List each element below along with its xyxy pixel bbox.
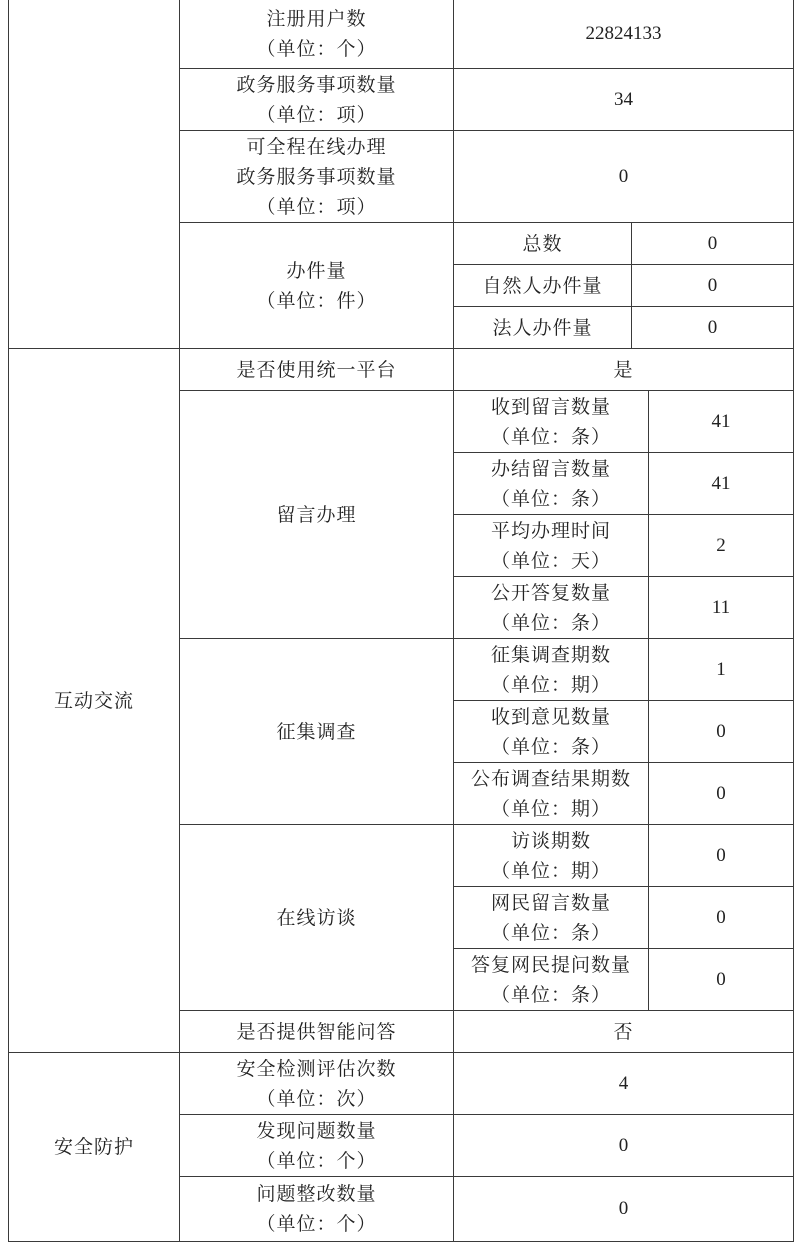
unified-platform-value: 是 (613, 358, 634, 381)
reg-users-value: 22824133 (585, 23, 662, 44)
cases-label: 办件量 （单位：件） (256, 259, 377, 312)
cases-natural-label: 自然人办件量 (482, 274, 603, 297)
gov-items-label: 政务服务事项数量 （单位：项） (236, 73, 397, 126)
issues-fixed-value: 0 (618, 1198, 629, 1219)
online-items-value: 0 (618, 165, 629, 187)
issues-fixed-label: 问题整改数量 （单位：个） (256, 1183, 377, 1235)
smart-qa-label: 是否提供智能问答 (236, 1020, 397, 1043)
cases-legal-value: 0 (707, 316, 718, 338)
section-interaction: 互动交流 (53, 689, 134, 712)
interview-periods-value: 0 (716, 844, 726, 866)
issues-found-label: 发现问题数量 （单位：个） (256, 1119, 377, 1172)
smart-qa-value: 否 (613, 1020, 634, 1043)
survey-opinions-label: 收到意见数量 （单位：条） (490, 705, 611, 758)
msg-received-label: 收到留言数量 （单位：条） (490, 395, 611, 448)
msg-avg-time-label: 平均办理时间 （单位：天） (490, 519, 611, 572)
survey-opinions-value: 0 (716, 720, 726, 742)
cases-total-label: 总数 (522, 232, 563, 255)
msg-received-value: 41 (711, 410, 731, 432)
msg-resolved-value: 41 (711, 472, 731, 494)
unified-platform-label: 是否使用统一平台 (236, 358, 397, 381)
messages-label: 留言办理 (276, 503, 357, 526)
section-security: 安全防护 (53, 1136, 134, 1158)
survey-periods-label: 征集调查期数 （单位：期） (490, 643, 611, 696)
msg-public-label: 公开答复数量 （单位：条） (490, 581, 611, 634)
online-items-label: 可全程在线办理 政务服务事项数量 （单位：项） (236, 135, 397, 218)
survey-results-label: 公布调查结果期数 （单位：期） (470, 767, 631, 820)
interview-replies-label: 答复网民提问数量 （单位：条） (470, 953, 631, 1006)
cases-total-value: 0 (707, 232, 718, 254)
survey-periods-value: 1 (716, 658, 726, 680)
rule (8, 1241, 794, 1242)
survey-label: 征集调查 (276, 720, 357, 743)
msg-public-value: 11 (711, 596, 731, 618)
interview-periods-label: 访谈期数 （单位：期） (490, 829, 611, 882)
gov-items-value: 34 (614, 88, 633, 110)
interview-replies-value: 0 (716, 968, 726, 990)
msg-resolved-label: 办结留言数量 （单位：条） (490, 457, 611, 510)
interview-msgs-label: 网民留言数量 （单位：条） (490, 891, 611, 944)
cases-natural-value: 0 (707, 274, 718, 296)
assessments-label: 安全检测评估次数 （单位：次） (236, 1057, 397, 1110)
rule (793, 0, 794, 1242)
interviews-label: 在线访谈 (276, 906, 357, 929)
reg-users-label: 注册用户数 （单位：个） (256, 8, 377, 60)
cases-legal-label: 法人办件量 (492, 316, 593, 339)
assessments-value: 4 (618, 1072, 629, 1094)
interview-msgs-value: 0 (716, 906, 726, 928)
survey-results-value: 0 (716, 782, 726, 804)
issues-found-value: 0 (618, 1134, 629, 1156)
msg-avg-time-value: 2 (716, 534, 726, 556)
